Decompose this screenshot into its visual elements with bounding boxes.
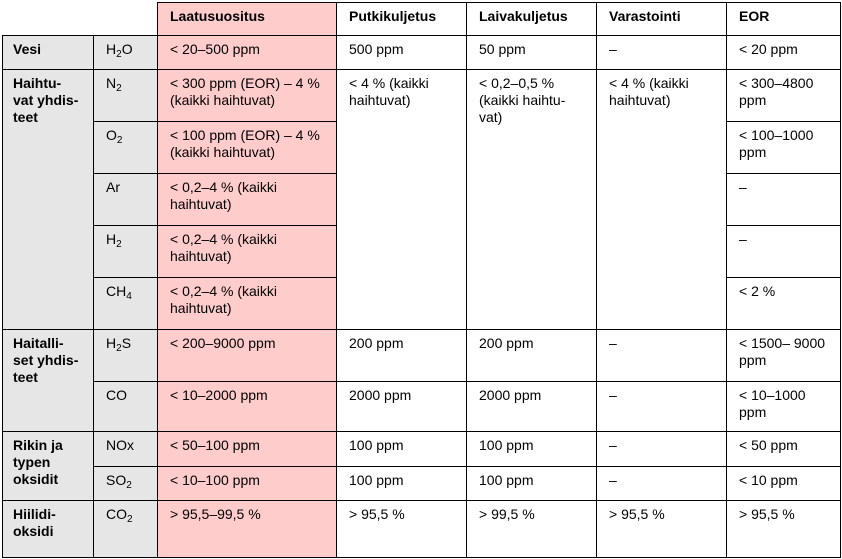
varastointi-cell: – — [597, 467, 727, 501]
formula-cell: $H_2O$ — [94, 36, 158, 70]
formula-cell: $SO_2$ — [94, 467, 158, 501]
laatusuositus-cell: < 200–9000 ppm — [158, 330, 337, 382]
header-laivakuljetus: Laivakuljetus — [467, 3, 597, 36]
group-label-haihtuvat: Haihtu-vat yhdis-teet — [3, 70, 94, 330]
varastointi-cell: – — [597, 330, 727, 382]
group-label-hiilidioksidi: Hiilidi-oksidi — [3, 501, 94, 558]
formula-cell: $O_2$ — [94, 122, 158, 174]
laatusuositus-cell: > 95,5–99,5 % — [158, 501, 337, 558]
putkikuljetus-cell: 100 ppm — [337, 432, 467, 467]
table-row — [3, 432, 841, 467]
varastointi-cell: < 4 % (kaikki haihtuvat) — [597, 70, 727, 330]
putkikuljetus-cell: 200 ppm — [337, 330, 467, 382]
laivakuljetus-cell: > 99,5 % — [467, 501, 597, 558]
eor-cell: < 20 ppm — [727, 36, 841, 70]
laivakuljetus-cell: 100 ppm — [467, 432, 597, 467]
laivakuljetus-cell: 50 ppm — [467, 36, 597, 70]
header-putkikuljetus: Putkikuljetus — [337, 3, 467, 36]
formula-cell: $N_2$ — [94, 70, 158, 122]
eor-cell: – — [727, 226, 841, 278]
laatusuositus-cell: < 10–2000 ppm — [158, 382, 337, 432]
table-row — [3, 330, 841, 382]
formula-cell: CO — [94, 382, 158, 432]
varastointi-cell: – — [597, 36, 727, 70]
eor-cell: < 10–1000 ppm — [727, 382, 841, 432]
table-row — [3, 501, 841, 558]
formula-cell: $CO_2$ — [94, 501, 158, 558]
varastointi-cell: – — [597, 432, 727, 467]
putkikuljetus-cell: 500 ppm — [337, 36, 467, 70]
formula-cell: $CH_4$ — [94, 278, 158, 330]
eor-cell: < 1500– 9000 ppm — [727, 330, 841, 382]
laivakuljetus-cell: 200 ppm — [467, 330, 597, 382]
header-laatusuositus: Laatusuositus — [158, 3, 337, 36]
eor-cell: < 10 ppm — [727, 467, 841, 501]
putkikuljetus-cell: < 4 % (kaikki haihtuvat) — [337, 70, 467, 330]
laatusuositus-cell: < 10–100 ppm — [158, 467, 337, 501]
header-varastointi: Varastointi — [597, 3, 727, 36]
eor-cell: < 2 % — [727, 278, 841, 330]
table-row — [3, 467, 841, 501]
laatusuositus-cell: < 0,2–4 % (kaikki haihtuvat) — [158, 226, 337, 278]
table-row — [3, 70, 841, 122]
co2-quality-table — [2, 2, 841, 558]
header-eor: EOR — [727, 3, 841, 36]
header-row — [3, 3, 841, 36]
varastointi-cell: – — [597, 382, 727, 432]
header-empty-cell — [3, 3, 158, 36]
laatusuositus-cell: < 0,2–4 % (kaikki haihtuvat) — [158, 278, 337, 330]
varastointi-cell: > 95,5 % — [597, 501, 727, 558]
formula-cell: $H_2S$ — [94, 330, 158, 382]
group-label-vesi: Vesi — [3, 36, 94, 70]
laatusuositus-cell: < 0,2–4 % (kaikki haihtuvat) — [158, 174, 337, 226]
laivakuljetus-cell: < 0,2–0,5 % (kaikki haihtu-vat) — [467, 70, 597, 330]
eor-cell: > 95,5 % — [727, 501, 841, 558]
putkikuljetus-cell: 2000 ppm — [337, 382, 467, 432]
putkikuljetus-cell: 100 ppm — [337, 467, 467, 501]
laivakuljetus-cell: 2000 ppm — [467, 382, 597, 432]
formula-cell: Ar — [94, 174, 158, 226]
formula-cell: NOx — [94, 432, 158, 467]
group-label-haitalliset: Haitalli-set yhdis-teet — [3, 330, 94, 432]
eor-cell: < 100–1000 ppm — [727, 122, 841, 174]
laatusuositus-cell: < 100 ppm (EOR) – 4 % (kaikki haihtuvat) — [158, 122, 337, 174]
eor-cell: – — [727, 174, 841, 226]
table-row — [3, 382, 841, 432]
laatusuositus-cell: < 20–500 ppm — [158, 36, 337, 70]
formula-cell: $H_2$ — [94, 226, 158, 278]
laatusuositus-cell: < 50–100 ppm — [158, 432, 337, 467]
laatusuositus-cell: < 300 ppm (EOR) – 4 % (kaikki haihtuvat) — [158, 70, 337, 122]
eor-cell: < 50 ppm — [727, 432, 841, 467]
table-row — [3, 36, 841, 70]
laivakuljetus-cell: 100 ppm — [467, 467, 597, 501]
eor-cell: < 300–4800 ppm — [727, 70, 841, 122]
group-label-rikki-typpi: Rikin ja typen oksidit — [3, 432, 94, 501]
putkikuljetus-cell: > 95,5 % — [337, 501, 467, 558]
